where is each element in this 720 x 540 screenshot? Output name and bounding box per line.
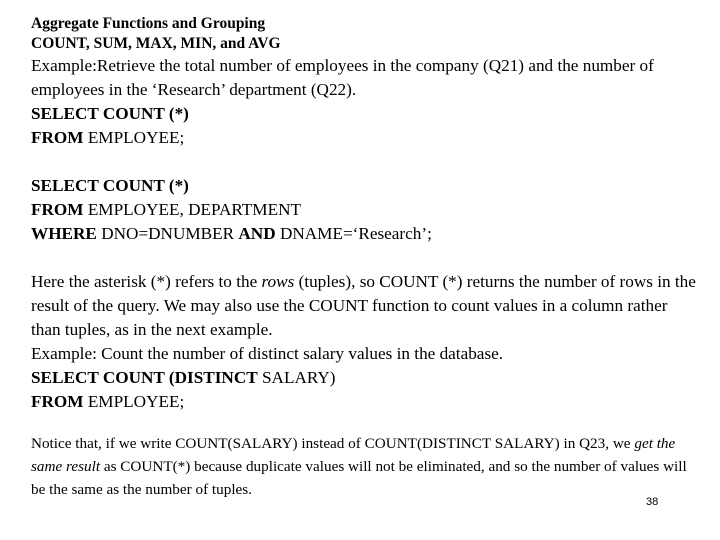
q22-from-tables: EMPLOYEE, DEPARTMENT <box>83 200 301 219</box>
q21-from-line <box>31 126 701 150</box>
spacer <box>31 414 701 432</box>
notice-text-1: Notice that, if we write COUNT(SALARY) instead of COUNT(DISTINCT SALARY) in Q23, we <box>31 435 635 452</box>
explanation-paragraph <box>31 270 701 342</box>
q22-where-condition-1: DNO=DNUMBER <box>96 224 239 243</box>
q22-from-keyword: FROM <box>31 200 84 219</box>
slide-content <box>31 14 701 501</box>
q22-select-line <box>31 174 701 198</box>
q22-select-keyword: SELECT COUNT (*) <box>31 176 189 195</box>
spacer <box>31 150 701 174</box>
explanation-rows-italic: rows <box>261 272 295 291</box>
q21-select-keyword: SELECT COUNT (*) <box>31 104 189 123</box>
notice-italic: get the same result <box>31 435 676 475</box>
notice-text-2: as COUNT(*) because duplicate values will not be eliminated, and so the number of values will be the same as the number of tuples. <box>31 458 687 498</box>
q22-where-line <box>31 222 701 246</box>
slide-title: Aggregate Functions and Grouping <box>31 15 266 32</box>
q23-select-keyword: SELECT COUNT (DISTINCT <box>31 368 258 387</box>
explanation-text-2: (tuples), so COUNT (*) returns the number of rows in the result of the query. We may also use the COUNT function to count values in a column rather than tuples, as in the next example. <box>31 272 696 339</box>
q22-and-keyword: AND <box>238 224 276 243</box>
q21-from-tables: EMPLOYEE; <box>83 128 185 147</box>
q21-select-line <box>31 102 701 126</box>
q23-from-keyword: FROM <box>31 392 84 411</box>
q22-from-line <box>31 198 701 222</box>
q23-from-tables: EMPLOYEE; <box>83 392 185 411</box>
q21-from-keyword: FROM <box>31 128 84 147</box>
q23-select-line <box>31 366 701 390</box>
example-2-text: Example: Count the number of distinct salary values in the database. <box>31 344 504 363</box>
q23-select-column: SALARY) <box>257 368 336 387</box>
notice-paragraph <box>31 432 701 501</box>
q23-from-line <box>31 390 701 414</box>
page-number: 38 <box>646 496 659 508</box>
explanation-text-1: Here the asterisk (*) refers to the <box>31 272 262 291</box>
q22-where-keyword: WHERE <box>31 224 97 243</box>
slide-subtitle: COUNT, SUM, MAX, MIN, and AVG <box>31 35 281 52</box>
q22-where-condition-2: DNAME=‘Research’; <box>275 224 432 243</box>
example-1-text: Example:Retrieve the total number of employees in the company (Q21) and the number of employees in the ‘Research’ department (Q22). <box>31 56 654 99</box>
spacer <box>31 246 701 270</box>
